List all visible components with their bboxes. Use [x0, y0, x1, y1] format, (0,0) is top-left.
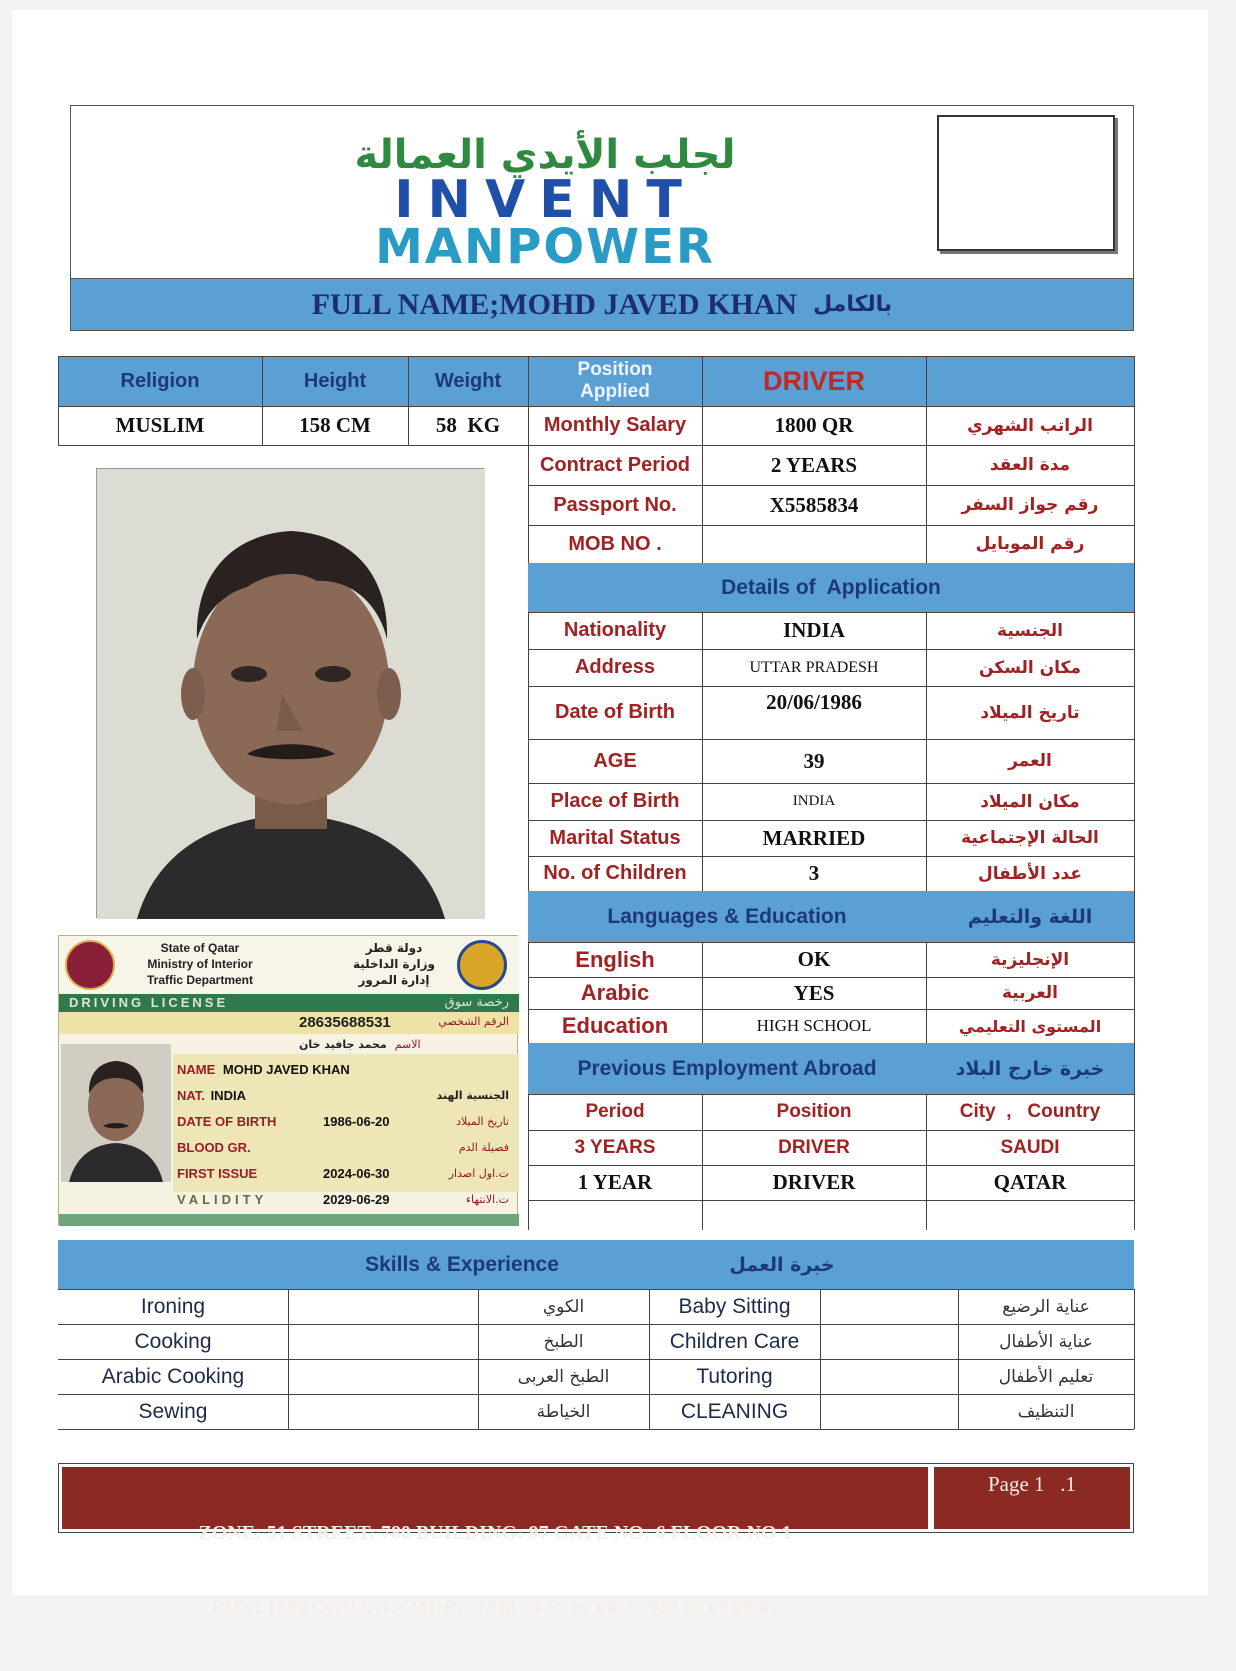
skill-ironing: Ironing — [140, 1294, 206, 1318]
contract-period-value: 2 YEARS — [770, 452, 858, 477]
nationality-value: INDIA — [783, 618, 845, 642]
skill-sewing: Sewing — [138, 1399, 208, 1423]
skill-arabic-cooking: Arabic Cooking — [101, 1364, 245, 1388]
license-state-ar-line1: دولة قطر — [365, 941, 423, 955]
license-id-label-ar: الرقم الشخصي — [438, 1015, 509, 1028]
passport-label: Passport No. — [553, 493, 677, 516]
religion-value: MUSLIM — [115, 413, 205, 437]
license-issue-ar: ت.اول اصدار — [448, 1167, 509, 1180]
dob-value: 20/06/1986 — [766, 689, 862, 714]
full-name-label: FULL NAME;MOHD JAVED KHAN — [311, 287, 798, 321]
employment-col-position: Position — [776, 1101, 852, 1122]
languages-title: Languages & Education — [607, 904, 847, 928]
passport-value: X5585834 — [769, 492, 859, 517]
place-of-birth-label: Place of Birth — [550, 790, 680, 812]
marital-status-arabic: الحالة الإجتماعية — [961, 828, 1099, 848]
nationality-label: Nationality — [563, 619, 667, 641]
full-name-arabic: بالكامل — [813, 292, 893, 317]
employment-col-country: City , Country — [959, 1101, 1101, 1122]
address-arabic: مكان السكن — [979, 657, 1081, 678]
salary-value: 1800 QR — [774, 413, 854, 437]
skill-baby-sitting: Baby Sitting — [678, 1294, 791, 1318]
license-dob-label: DATE OF BIRTH — [177, 1114, 277, 1129]
license-nat-row — [177, 1088, 246, 1103]
license-title-ar: رخصة سوق — [444, 995, 509, 1010]
arabic-label: Arabic — [580, 980, 650, 1005]
skill-sewing-arabic: الخياطة — [536, 1401, 591, 1422]
mobile-arabic: رقم الموبايل — [975, 534, 1085, 554]
age-value: 39 — [803, 748, 825, 773]
gcc-emblem-icon — [457, 940, 507, 990]
photo-placeholder-box — [937, 115, 1115, 251]
skills-arabic-title: خبرة العمل — [729, 1253, 835, 1276]
license-id-number: 28635688531 — [299, 1014, 391, 1031]
mobile-value — [702, 525, 926, 563]
footer-address-line2: BOX: 1600 DOHA OA MOB:- +974 66 58 00 00 / +974 55 09 00 01 — [211, 1597, 779, 1619]
arabic-tagline: لجلب الأيدي العمالة — [354, 132, 736, 178]
employment-row1-country: SAUDI — [1000, 1136, 1060, 1158]
license-dob-ar: تاريخ الميلاد — [456, 1115, 509, 1128]
skill-cooking-arabic: الطبخ — [543, 1331, 584, 1352]
languages-arabic-title: اللغة والتعليم — [967, 905, 1093, 928]
license-name-ar-row — [299, 1038, 509, 1051]
marital-status-value: MARRIED — [762, 825, 866, 850]
position-label-line1: Position — [577, 359, 653, 380]
license-nat-ar: الجنسية الهند — [436, 1089, 509, 1102]
marital-status-label: Marital Status — [549, 826, 681, 849]
license-dob: 1986-06-20 — [323, 1114, 390, 1129]
employment-row2-period: 1 YEAR — [577, 1170, 653, 1194]
license-name-label-ar: الاسم — [394, 1038, 421, 1051]
education-arabic: المستوى التعليمي — [958, 1016, 1102, 1036]
license-validity-label: VALIDITY — [177, 1192, 268, 1207]
license-validity-ar: ت.الانتهاء — [465, 1193, 509, 1206]
application-sheet — [12, 10, 1208, 1619]
employment-row2-country: QATAR — [993, 1170, 1067, 1194]
address-label: Address — [574, 656, 656, 678]
skill-cleaning-arabic: التنظيف — [1017, 1401, 1075, 1422]
logo-line-manpower: MANPOWER — [375, 219, 715, 275]
license-name-label: NAME — [177, 1062, 216, 1077]
footer-address-line1: ZONE: 51 STREET: 780 BUILDING: 97 GATE NO: 6 FLOOR NO 1 — [198, 1522, 792, 1544]
place-of-birth-arabic: مكان الميلاد — [980, 791, 1080, 812]
skills-title: Skills & Experience — [365, 1252, 559, 1276]
employment-arabic-title: خبرة خارج البلاد — [955, 1057, 1105, 1080]
full-name-row — [70, 278, 1134, 331]
mobile-label: MOB NO . — [568, 532, 662, 555]
skill-cleaning: CLEANING — [680, 1399, 789, 1423]
license-bottom-band — [59, 1214, 519, 1226]
license-name: MOHD JAVED KHAN — [222, 1062, 350, 1077]
license-state-en — [125, 940, 275, 988]
skill-cooking: Cooking — [134, 1329, 212, 1353]
address-value: UTTAR PRADESH — [749, 658, 879, 676]
employment-title: Previous Employment Abroad — [577, 1056, 877, 1080]
applicant-photo — [96, 468, 484, 918]
license-issue-label: FIRST ISSUE — [177, 1166, 258, 1181]
license-holder-portrait — [61, 1044, 171, 1182]
driving-license-card — [58, 935, 518, 1225]
children-value: 3 — [808, 861, 820, 885]
license-state-ar — [339, 940, 449, 988]
nationality-arabic: الجنسية — [997, 620, 1063, 641]
weight-value: 58 KG — [435, 413, 501, 437]
contract-period-arabic: مدة العقد — [989, 455, 1071, 475]
education-value: HIGH SCHOOL — [756, 1016, 872, 1035]
skill-tutoring: Tutoring — [696, 1364, 773, 1388]
skill-baby-sitting-arabic: عناية الرضيع — [1002, 1296, 1090, 1317]
license-state-line1: State of Qatar — [160, 941, 240, 955]
license-state-ar-line3: إدارة المرور — [358, 973, 430, 987]
position-label-line2: Applied — [580, 381, 650, 402]
children-arabic: عدد الأطفال — [978, 863, 1082, 884]
position-applied-value: DRIVER — [762, 365, 865, 396]
license-name-row — [177, 1062, 350, 1077]
weight-header: Weight — [434, 369, 502, 392]
education-label: Education — [561, 1013, 669, 1038]
license-title-en: DRIVING LICENSE — [69, 995, 229, 1010]
employment-col-period: Period — [585, 1101, 645, 1122]
footer-page-number: Page 1 .1 — [987, 1472, 1077, 1496]
license-issue: 2024-06-30 — [323, 1166, 390, 1181]
english-arabic: الإنجليزية — [990, 949, 1070, 970]
license-holder-photo — [61, 1044, 171, 1182]
license-nat: INDIA — [210, 1088, 246, 1103]
details-title: Details of Application — [721, 575, 941, 599]
footer-address — [62, 1471, 928, 1671]
license-validity: 2029-06-29 — [323, 1192, 390, 1207]
salary-arabic: الراتب الشهري — [967, 415, 1093, 436]
license-state-ar-line2: وزارة الداخلية — [352, 957, 436, 971]
contract-period-label: Contract Period — [539, 453, 691, 476]
skill-tutoring-arabic: تعليم الأطفال — [998, 1366, 1094, 1387]
dob-label: Date of Birth — [555, 701, 675, 723]
license-blood-ar: فصيلة الدم — [458, 1141, 509, 1154]
place-of-birth-value: INDIA — [792, 793, 836, 809]
skill-children-care-arabic: عناية الأطفال — [999, 1331, 1093, 1352]
arabic-value: YES — [793, 980, 835, 1005]
license-name-ar: محمد جافيد خان — [299, 1038, 387, 1051]
license-blood-label: BLOOD GR. — [177, 1140, 251, 1155]
employment-row2-position: DRIVER — [772, 1170, 856, 1194]
salary-label: Monthly Salary — [543, 414, 687, 436]
height-header: Height — [303, 369, 367, 392]
english-value: OK — [797, 947, 831, 971]
dob-arabic: تاريخ الميلاد — [980, 702, 1080, 723]
employment-row1-period: 3 YEARS — [574, 1136, 656, 1158]
passport-arabic: رقم جواز السفر — [961, 495, 1099, 515]
age-arabic: العمر — [1008, 751, 1052, 771]
height-value: 158 CM — [299, 413, 371, 437]
children-label: No. of Children — [543, 862, 687, 884]
license-state-line3: Traffic Department — [146, 973, 254, 987]
qatar-emblem-icon — [65, 940, 115, 990]
applicant-photo-portrait — [97, 469, 485, 919]
skill-ironing-arabic: الكوي — [542, 1296, 585, 1317]
position-applied-header — [528, 356, 702, 406]
arabic-arabic: العربية — [1002, 983, 1059, 1003]
license-nat-label: NAT. — [177, 1088, 205, 1103]
skill-arabic-cooking-arabic: الطبخ العربى — [517, 1366, 610, 1387]
company-logo — [270, 170, 820, 275]
religion-header: Religion — [120, 369, 200, 392]
skill-children-care: Children Care — [669, 1329, 800, 1353]
license-state-line2: Ministry of Interior — [147, 957, 253, 971]
logo-line-invent: INVENT — [394, 170, 696, 230]
english-label: English — [575, 946, 655, 972]
age-label: AGE — [593, 749, 637, 772]
employment-row1-position: DRIVER — [778, 1136, 850, 1158]
